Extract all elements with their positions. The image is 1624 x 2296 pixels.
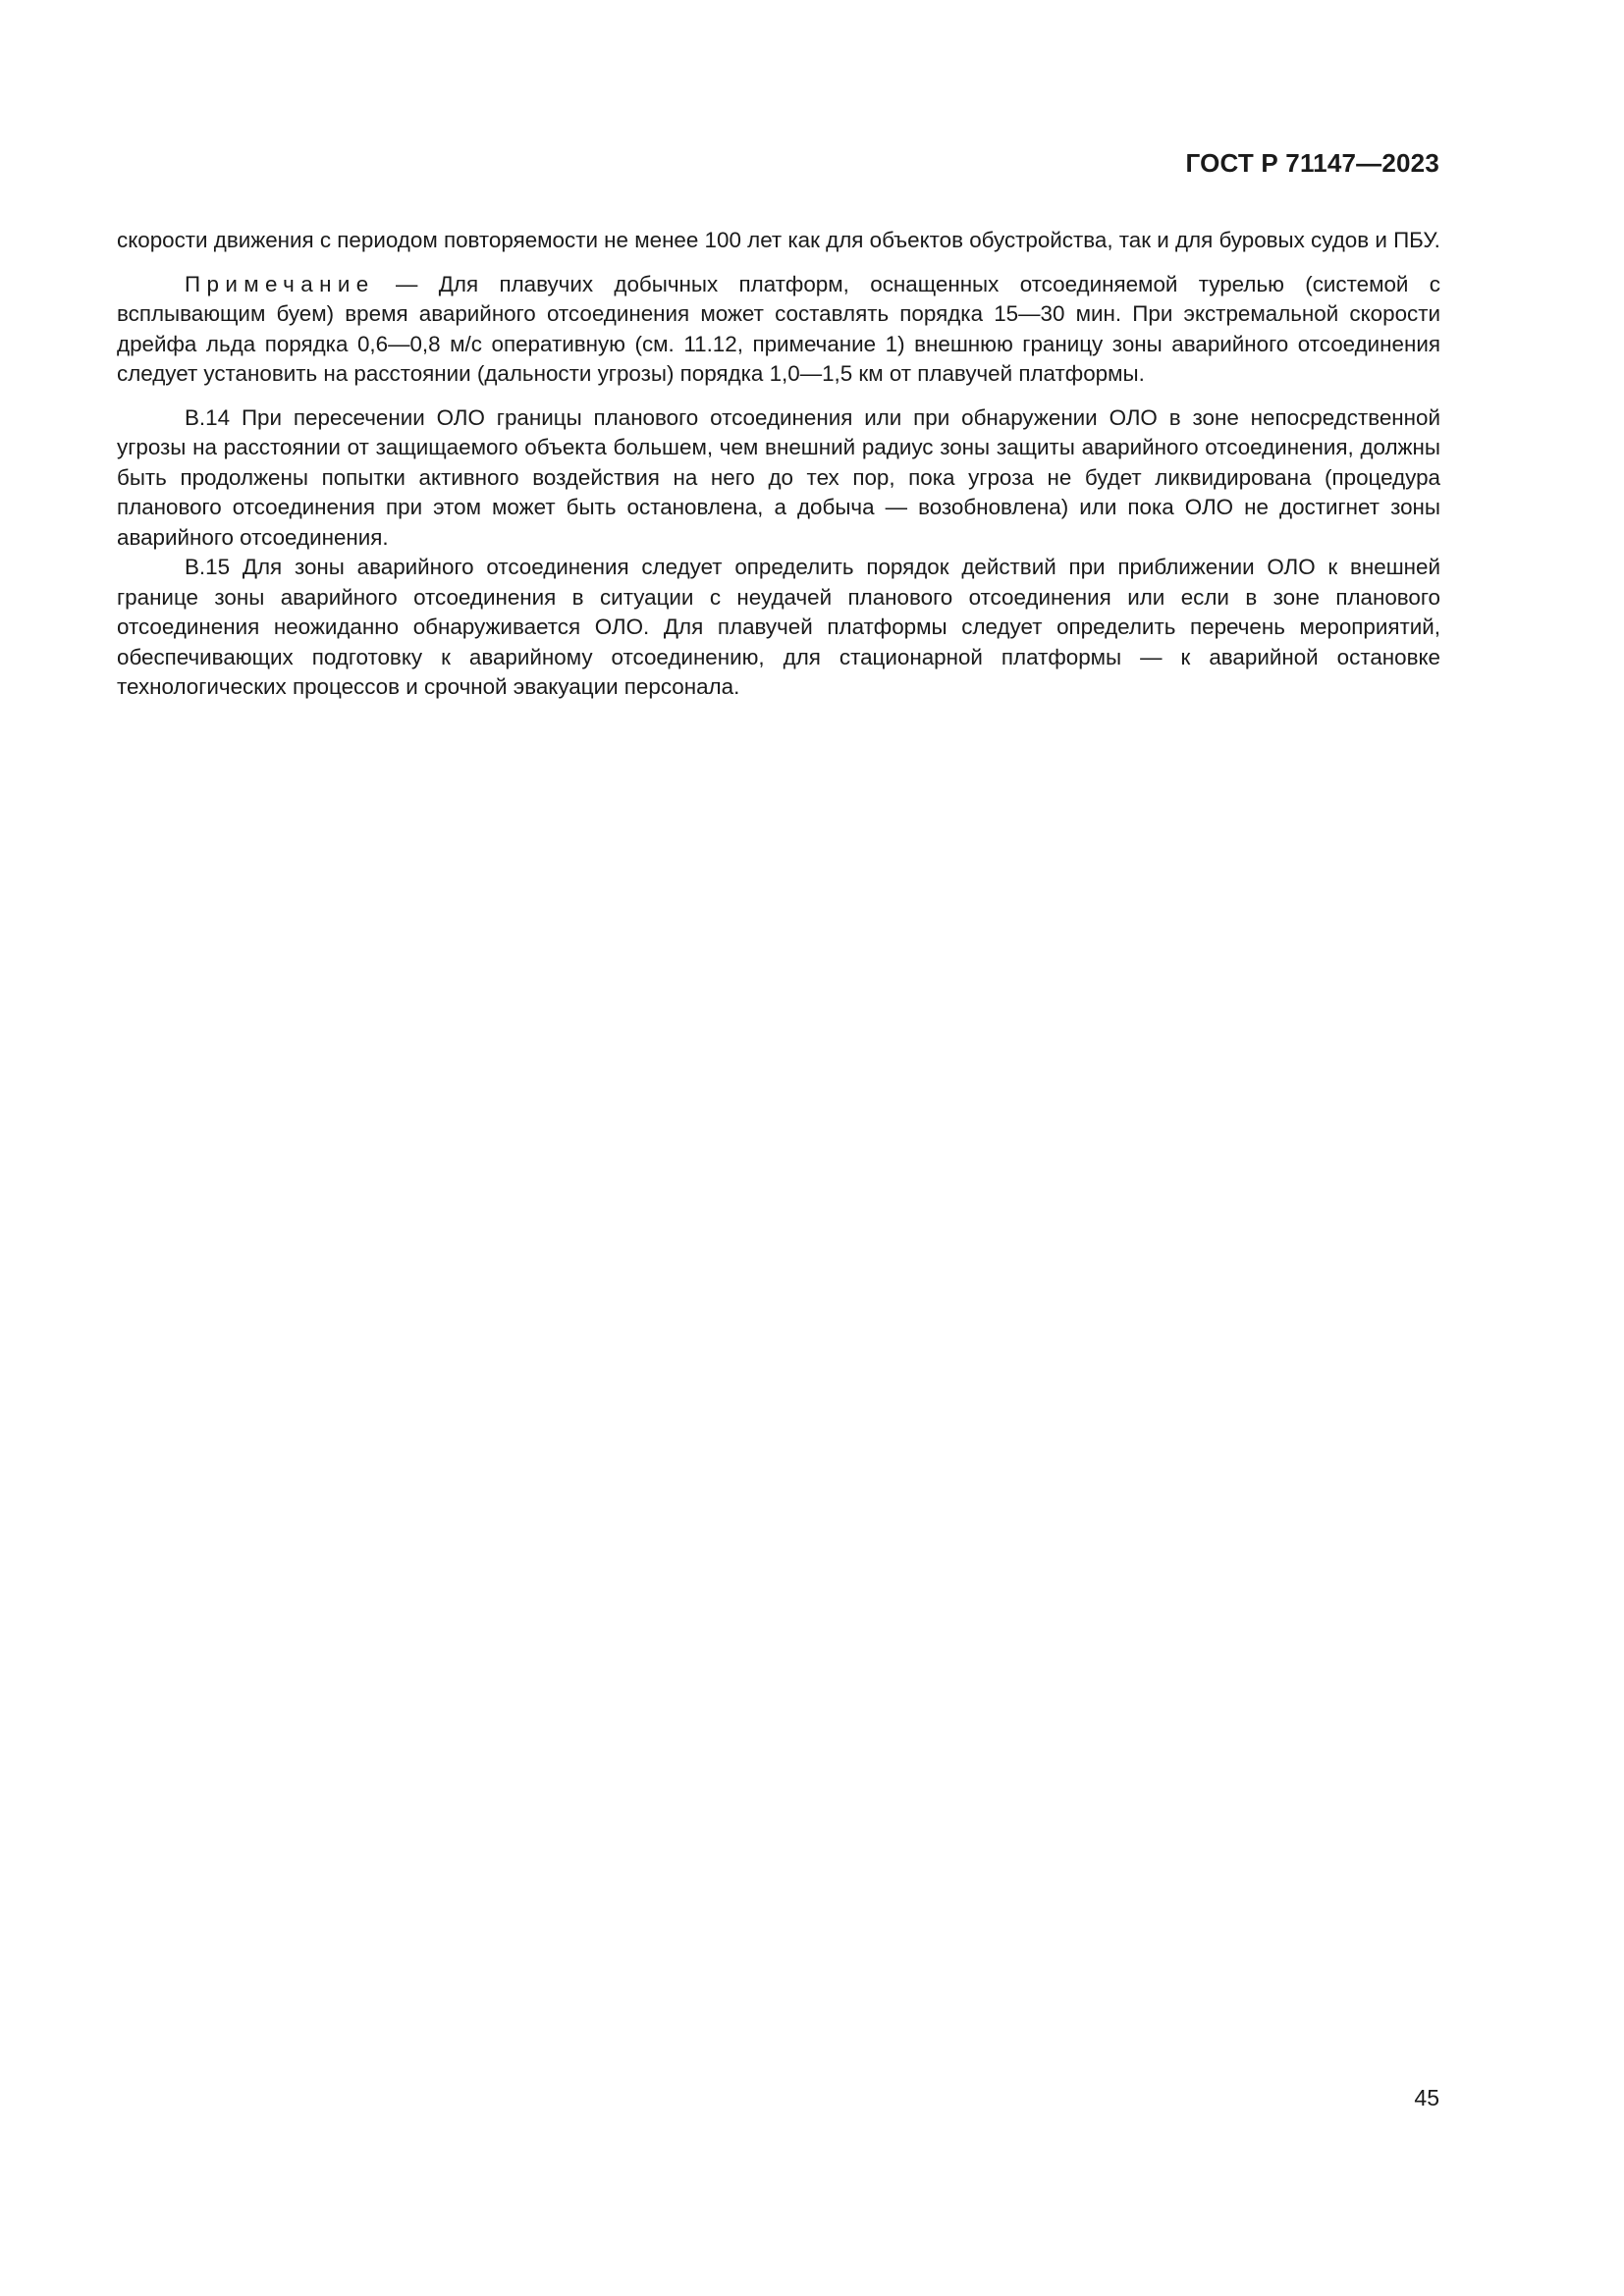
page-body	[117, 226, 1440, 703]
page-number: 45	[1414, 2085, 1439, 2110]
continued-paragraph: скорости движения с периодом повторяемости не менее 100 лет как для объектов обустройства, так и для буровых судов и ПБУ.	[117, 228, 1440, 252]
clause-b15: В.15 Для зоны аварийного отсоединения следует определить порядок действий при приближении ОЛО к внешней границе зоны аварийного отсоединения в ситуации с неудачей планового отсоединения или если в зоне планового отсоединения неожиданно обнаруживается ОЛО. Для плавучей платформы следует определить перечень мероприятий, обеспечивающих подготовку к аварийному отсоединению, для стационарной платформы — к аварийной остановке технологических процессов и срочной эвакуации персонала.	[117, 555, 1440, 699]
document-standard-number: ГОСТ Р 71147—2023	[1185, 148, 1439, 178]
clause-b14: В.14 При пересечении ОЛО границы планового отсоединения или при обнаружении ОЛО в зоне непосредственной угрозы на расстоянии от защищаемого объекта большем, чем внешний радиус зоны защиты аварийного отсоединения, должны быть продолжены попытки активного воздействия на него до тех пор, пока угроза не будет ликвидирована (процедура планового отсоединения при этом может быть остановлена, а добыча — возобновлена) или пока ОЛО не достигнет зоны аварийного отсоединения.	[117, 404, 1440, 550]
note-label: Примечание	[185, 271, 375, 296]
note-paragraph	[117, 270, 1440, 390]
note-text: — Для плавучих добычных платформ, оснащенных отсоединяемой турелью (системой с всплывающим буем) время аварийного отсоединения может составлять порядка 15—30 мин. При экстремальной скорости дрейфа льда порядка 0,6—0,8 м/с оперативную (см. 11.12, примечание 1) внешнюю границу зоны аварийного отсоединения следует установить на расстоянии (дальности угрозы) порядка 1,0—1,5 км от плавучей платформы.	[117, 271, 1440, 386]
